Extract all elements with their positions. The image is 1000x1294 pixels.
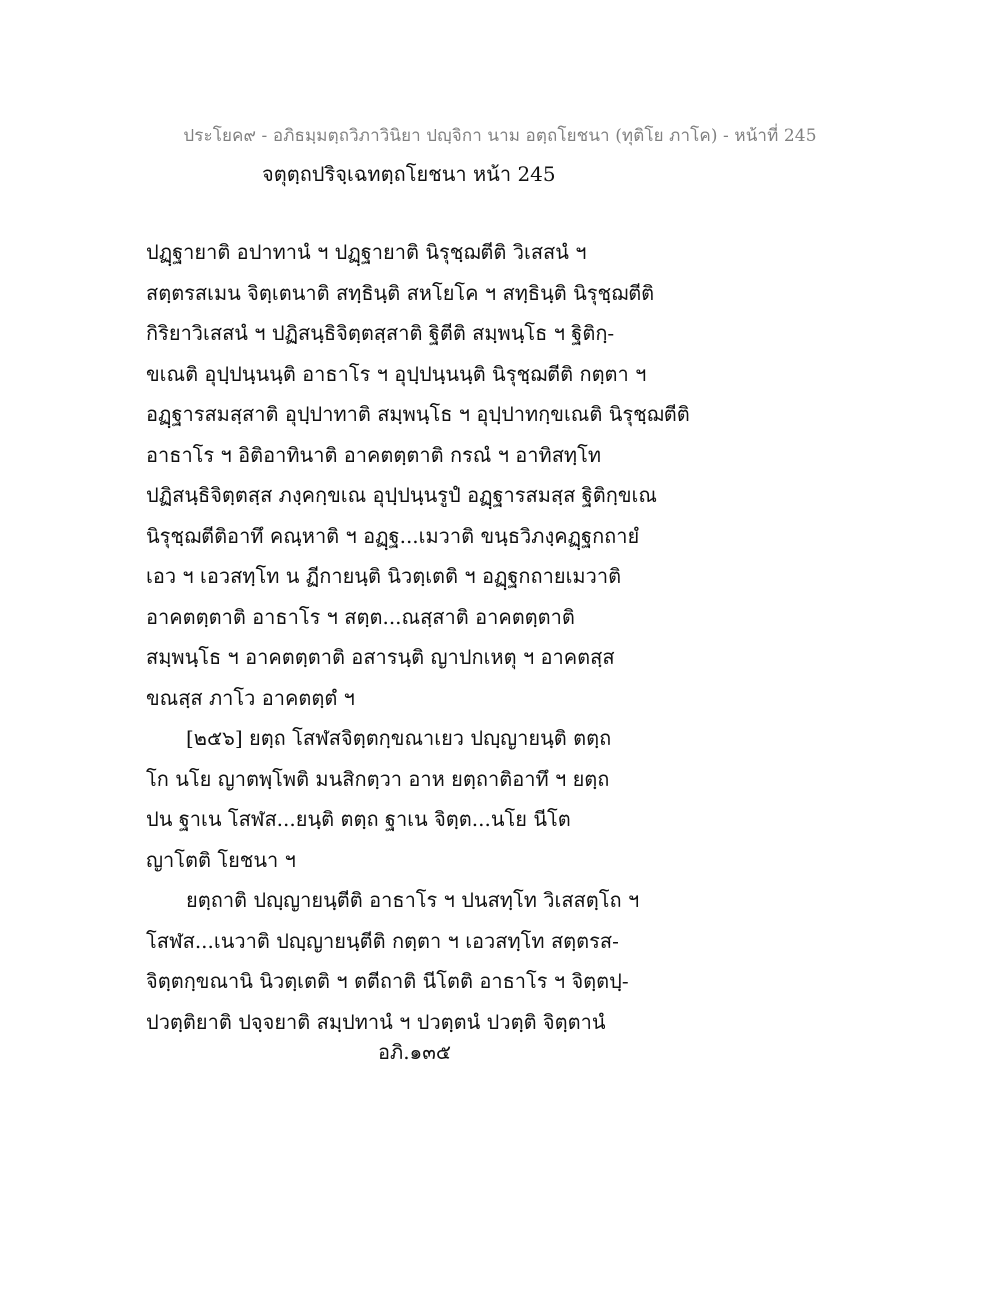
text-line: อาธาโร ฯ อิติอาทินาติ อาคตตฺตาติ กรณํ ฯ อาทิสทฺโท [146, 442, 602, 467]
text-line: ขณสฺส ภาโว อาคตตฺตํ ฯ [146, 685, 355, 710]
text-line: ญาโตติ โยชนา ฯ [146, 847, 296, 872]
text-line: ปน ฐาเน โสฬส...ยนฺติ ตตฺถ ฐาเน จิตฺต...นโย นีโต [146, 807, 571, 831]
text-line: กิริยาวิเสสนํ ฯ ปฏิสนฺธิจิตฺตสฺสาติ ฐิตีติ สมฺพนฺโธ ฯ ฐิติกฺ- [146, 321, 615, 345]
text-line: สตฺตรสเมน จิตฺเตนาติ สทฺธินฺติ สหโยโค ฯ สทฺธินฺติ นิรุชฺฌตีติ [146, 280, 655, 305]
page-signature: อภิ.๑๓๕ [378, 1040, 452, 1064]
text-line: อาคตตฺตาติ อาธาโร ฯ สตฺต...ณสฺสาติ อาคตตฺตาติ [146, 604, 575, 629]
running-page-header: ประโยค๙ - อภิธมฺมตฺถวิภาวินิยา ปญฺจิกา นาม อตฺถโยชนา (ทุติโย ภาโค) - หน้าที่ 245 [183, 126, 817, 146]
text-line: สมฺพนฺโธ ฯ อาคตตฺตาติ อสารนฺติ ญาปกเหตุ ฯ อาคตสฺส [146, 645, 615, 669]
text-line: โสฬส...เนวาติ ปญฺญายนฺตีติ กตฺตา ฯ เอวสทฺโท สตฺตรส- [146, 928, 619, 953]
text-line: เอว ฯ เอวสทฺโท น ฏีกายนฺติ นิวตฺเตติ ฯ อฏฺฐกถายเมวาติ [146, 564, 622, 588]
text-line: ขเณติ อุปฺปนฺนนฺติ อาธาโร ฯ อุปฺปนฺนนฺติ นิรุชฺฌตีติ กตฺตา ฯ [146, 361, 647, 386]
paragraph-start-line: [๒๕๖] ยตฺถ โสฬสจิตฺตกฺขณาเยว ปญฺญายนฺติ ตตฺถ [186, 726, 612, 750]
section-heading: จตุตฺถปริจฺเฉทตฺถโยชนา หน้า 245 [262, 162, 556, 186]
text-line: จิตฺตกฺขณานิ นิวตฺเตติ ฯ ตตีถาติ นีโตติ อาธาโร ฯ จิตฺตปฺ- [146, 969, 629, 993]
body-text [146, 232, 706, 1042]
text-line: ปฏฺฐายาติ อปาทานํ ฯ ปฏฺฐายาติ นิรุชฺฌตีติ วิเสสนํ ฯ [146, 240, 587, 264]
text-line: ปฏิสนฺธิจิตฺตสฺส ภงฺคกฺขเณ อุปฺปนฺนรูปํ อฏฺฐารสมสฺส ฐิติกฺขเณ [146, 483, 657, 507]
paragraph-start-line: ยตฺถาติ ปญฺญายนฺตีติ อาธาโร ฯ ปนสทฺโท วิเสสตฺโถ ฯ [186, 888, 640, 912]
text-line: โก นโย ญาตพฺโพติ มนสิกตฺวา อาห ยตฺถาติอาทึ ฯ ยตฺถ [146, 766, 610, 791]
text-line: ปวตฺติยาติ ปจฺจยาติ สมฺปทานํ ฯ ปวตฺตนํ ปวตฺติ จิตฺตานํ [146, 1009, 606, 1034]
text-line: อฏฺฐารสมสฺสาติ อุปฺปาทาติ สมฺพนฺโธ ฯ อุปฺปาทกฺขเณติ นิรุชฺฌตีติ [146, 402, 690, 426]
text-line: นิรุชฺฌตีติอาทึ คณฺหาติ ฯ อฏฺฐ...เมวาติ ขนฺธวิภงฺคฏฺฐกถายํ [146, 523, 640, 548]
